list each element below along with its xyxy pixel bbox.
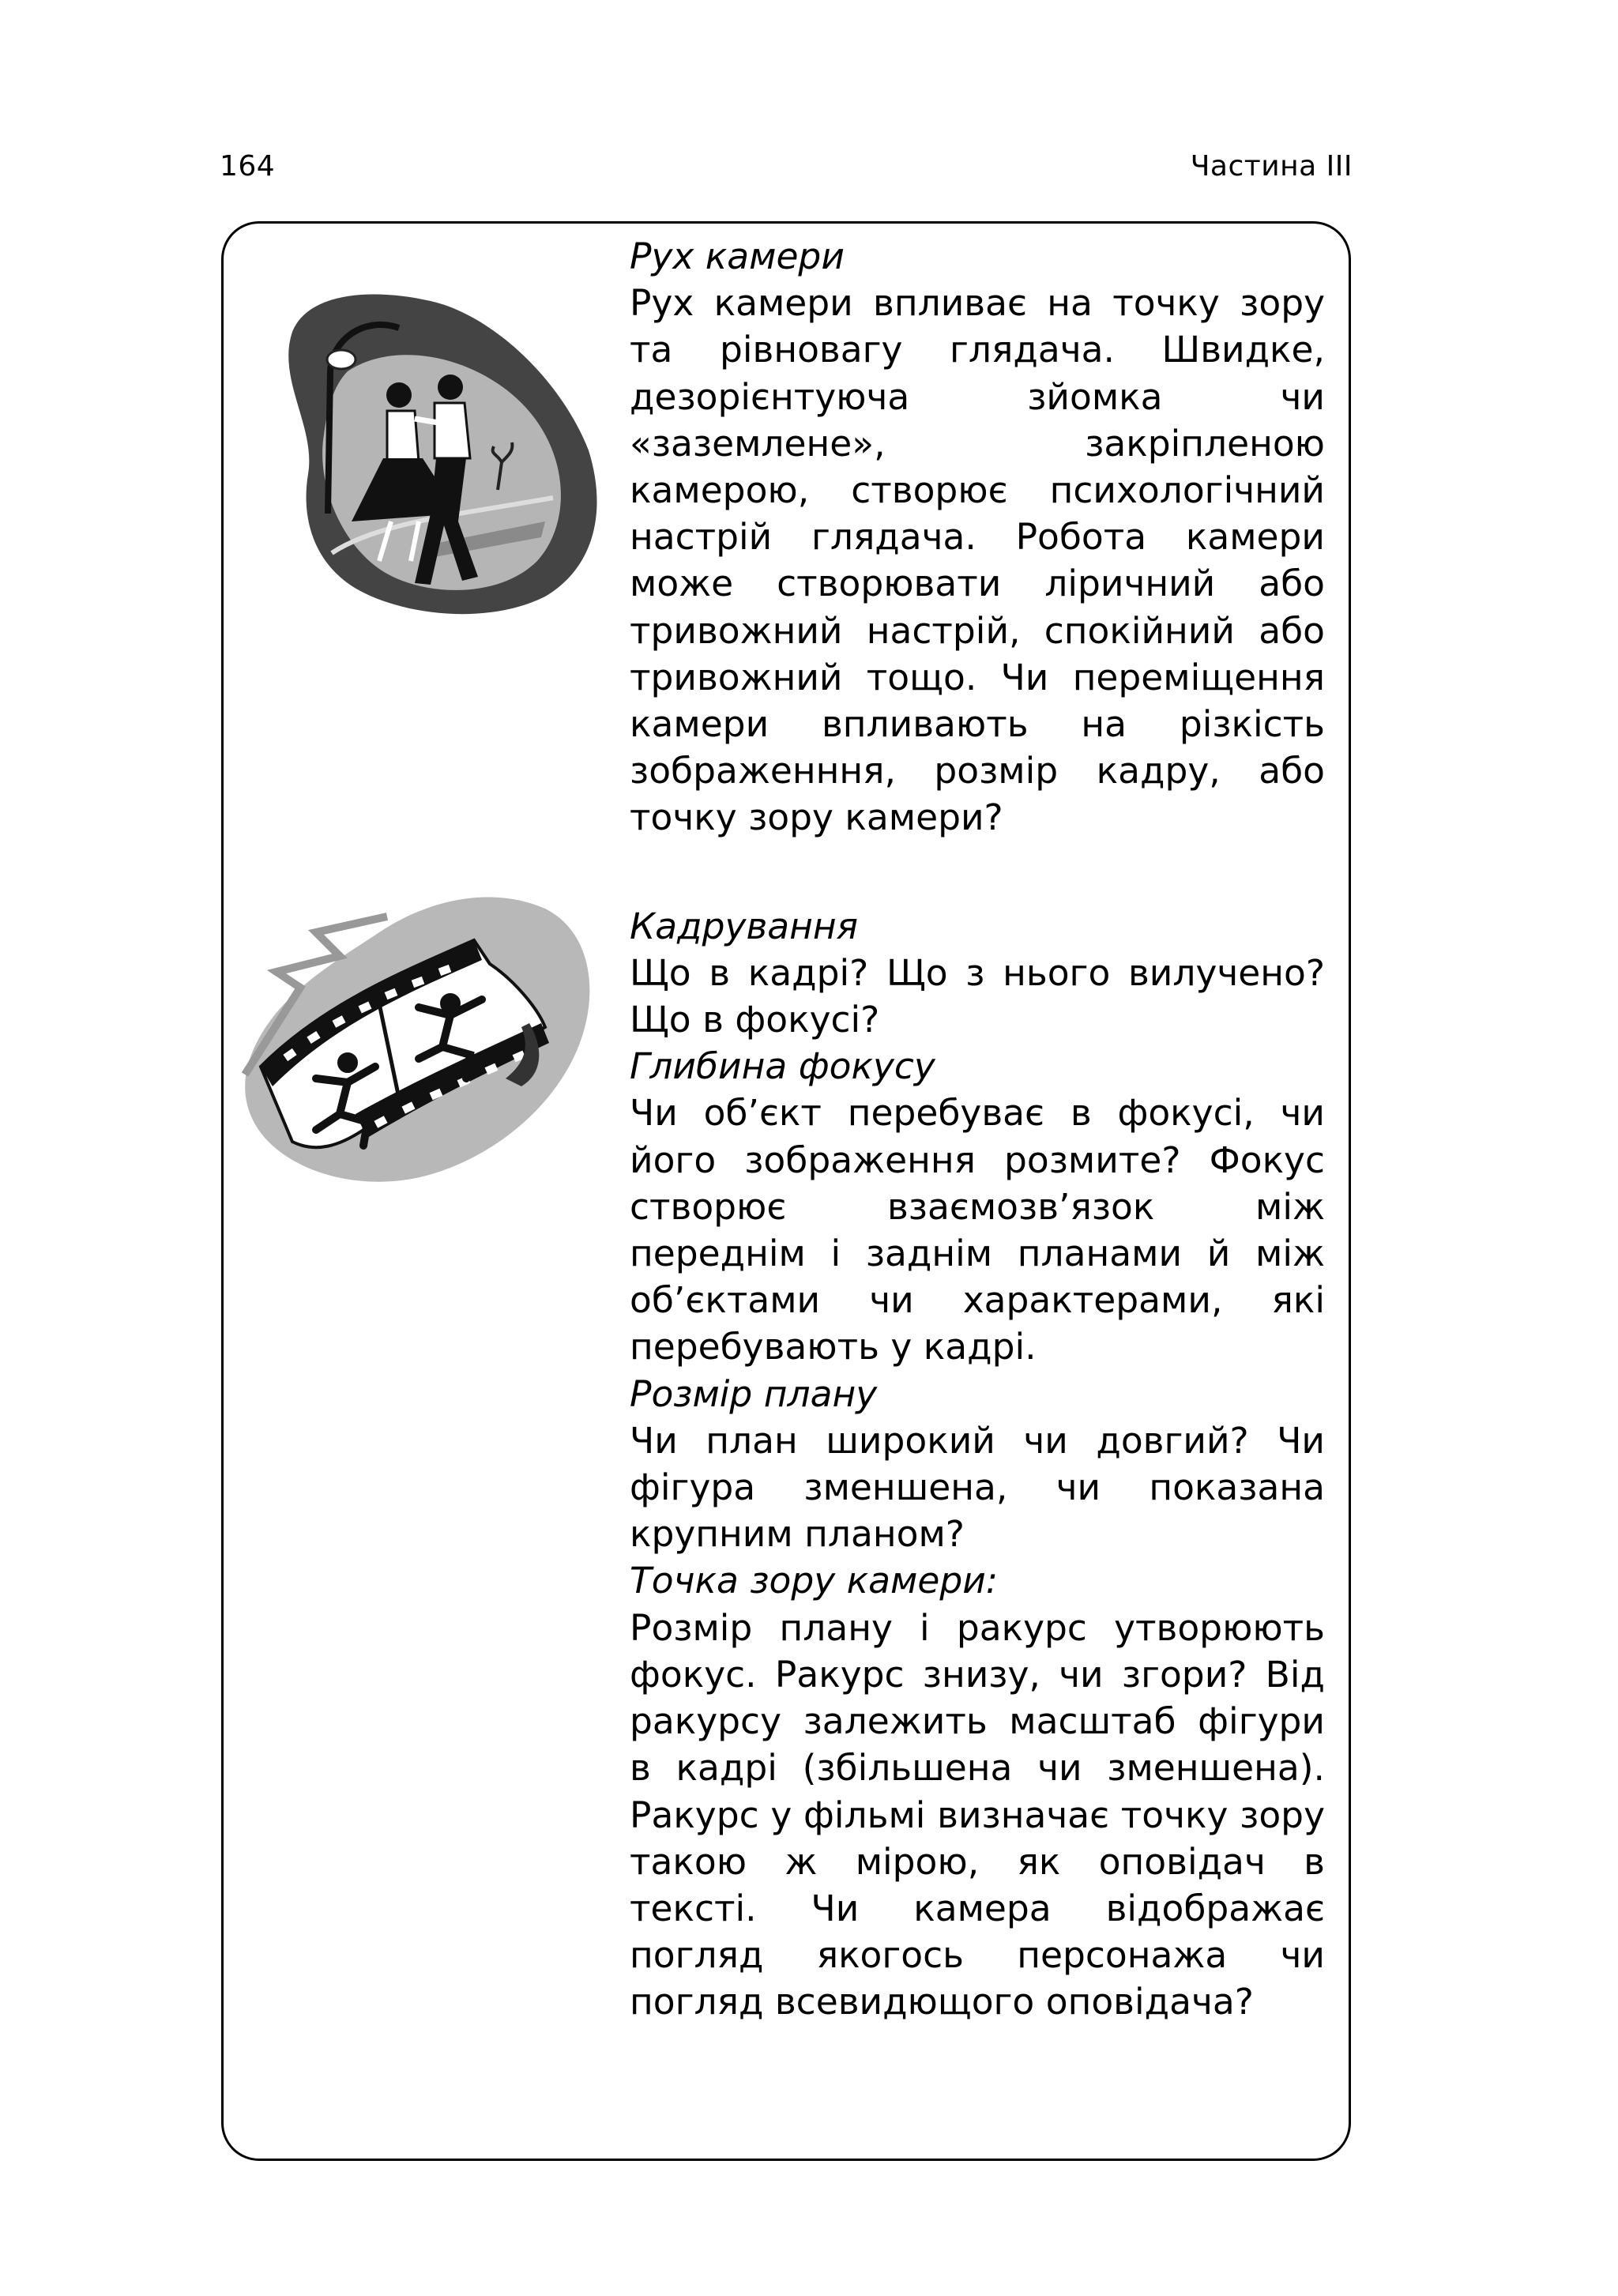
section-camera-movement (630, 233, 1325, 841)
section-camera-viewpoint (630, 1557, 1325, 2025)
dancing-couple-illustration (261, 284, 608, 616)
body-camera-viewpoint: Розмір плану і ракурс утворюють фокус. Ракурс знизу, чи згори? Від ракурсу залежить масштаб фігури в кадрі (збільшена чи зменшена). Ракурс у фільмі визначає точку зору такою ж мірою, як оповідач в тексті. Чи камера відображає погляд якогось персонажа чи погляд всевидющого оповідача? (630, 1606, 1325, 2023)
section-spacer (630, 841, 1325, 903)
heading-framing: Кадрування (630, 905, 859, 947)
body-camera-movement: Рух камери впливає на точку зору та рівновагу глядача. Швидке, дезорієнтуюча зйомка чи «заземлене», закріпленою камерою, створює психологічний настрій глядача. Робота камери може створювати ліричний або тривожний настрій, спокійний або тривожний тощо. Чи переміщення камери впливають на різкість зображенння, розмір кадру, або точку зору камери? (630, 282, 1325, 839)
section-shot-size (630, 1371, 1325, 1558)
section-framing (630, 903, 1325, 1044)
running-head: Частина ІІІ (1190, 150, 1353, 183)
heading-camera-movement: Рух камери (630, 235, 845, 277)
page-number: 164 (220, 150, 276, 183)
body-framing: Що в кадрі? Що з нього вилучено? Що в фокусі? (630, 951, 1325, 1041)
heading-camera-viewpoint: Точка зору камери: (630, 1560, 999, 1602)
body-depth-of-focus: Чи об’єкт перебуває в фокусі, чи його зображення розмите? Фокус створює взаємозв’язок між переднім і заднім планами й між об’єктами чи характерами, які перебувають у кадрі. (630, 1092, 1325, 1368)
heading-depth-of-focus: Глибина фокусу (630, 1045, 935, 1088)
section-depth-of-focus (630, 1043, 1325, 1370)
heading-shot-size: Розмір плану (630, 1372, 878, 1415)
film-strip-illustration (229, 869, 608, 1193)
body-shot-size: Чи план широкий чи довгий? Чи фігура зменшена, чи показана крупним планом? (630, 1419, 1325, 1556)
text-column (630, 233, 1325, 2026)
